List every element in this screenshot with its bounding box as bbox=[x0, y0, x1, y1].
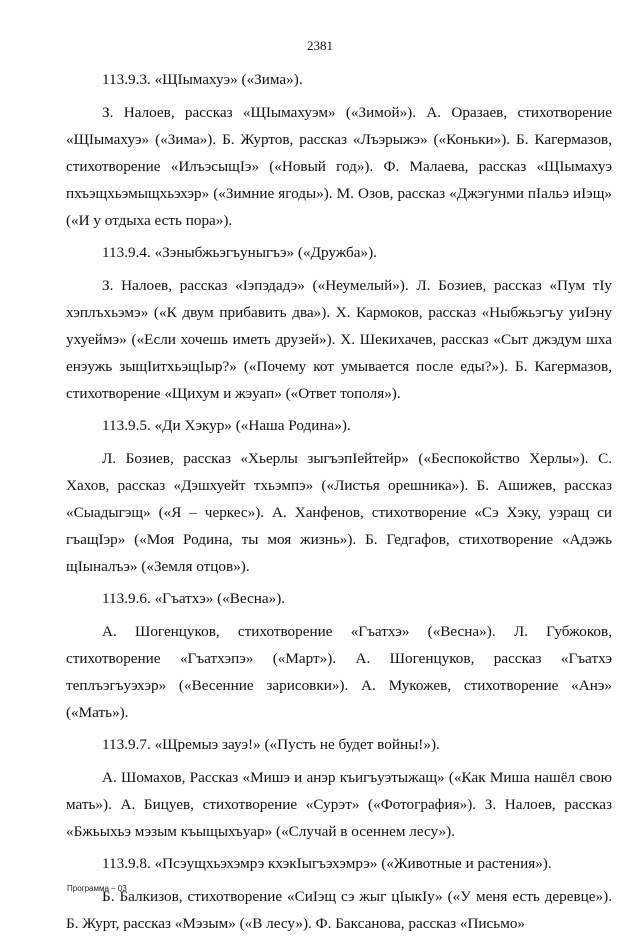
section-text: Л. Бозиев, рассказ «Хьерлы зыгъэпIейтейр» («Беспокойство Херлы»). С. Хахов, рассказ «Дэшхуейт тхьэмпэ» («Листья орешника»). Б. Ашижев, рассказ «Сыадыгэщ» («Я – черкес»). А. Ханфенов, стихотворение «Сэ Хэку, уэращ си гъащIэр» («Моя Родина, ты моя жизнь»). Б. Гедгафов, стихотворение «Адэжь щIыналъэ» («Земля отцов»). bbox=[66, 450, 612, 575]
section-text: З. Налоев, рассказ «ЩIымахуэм» («Зимой»). А. Оразаев, стихотворение «ЩIымахуэ» («Зима»). Б. Журтов, рассказ «Лъэрыжэ» («Коньки»). Б. Кагермазов, стихотворение «ИлъэсыщIэ» («Новый год»). Ф. Малаева, рассказ «ЩIымахуэ пхъэщхьэмыщхьэхэр» («Зимние ягоды»). М. Озов, рассказ «Джэгунми пIальэ иIэщ» («И у отдыха есть пора»). bbox=[66, 104, 612, 229]
section-heading: 113.9.3. «ЩIымахуэ» («Зима»). bbox=[102, 71, 303, 88]
section-heading: 113.9.5. «Ди Хэкур» («Наша Родина»). bbox=[102, 417, 351, 434]
section-heading: 113.9.8. «Псэущхьэхэмрэ кхэкIыгъэхэмрэ» («Животные и растения»). bbox=[102, 855, 552, 872]
section-heading: 113.9.6. «Гъатхэ» («Весна»). bbox=[102, 590, 286, 607]
footer-note: Программа – 03 bbox=[67, 884, 127, 893]
document-body bbox=[66, 66, 612, 942]
section-heading: 113.9.4. «Зэныбжьэгъуныгъэ» («Дружба»). bbox=[102, 244, 377, 261]
section-text: А. Шомахов, Рассказ «Мишэ и анэр къигъуэтыжащ» («Как Миша нашёл свою мать»). А. Бицуев, стихотворение «Сурэт» («Фотография»). З. Налоев, рассказ «Бжьыхьэ мэзым къыщыхъуар» («Случай в осеннем лесу»). bbox=[66, 769, 612, 840]
page-number: 2381 bbox=[307, 38, 333, 53]
section-text: А. Шогенцуков, стихотворение «Гъатхэ» («Весна»). Л. Губжоков, стихотворение «Гъатхэпэ» («Март»). А. Шогенцуков, рассказ «Гъатхэ теплъэгъуэхэр» («Весенние зарисовки»). А. Мукожев, стихотворение «Анэ» («Мать»). bbox=[66, 623, 612, 721]
section-heading: 113.9.7. «Щремыэ зауэ!» («Пусть не будет войны!»). bbox=[102, 736, 440, 753]
section-text: Б. Балкизов, стихотворение «СиIэщ сэ жыг цIыкIу» («У меня есть деревце»). Б. Журт, рассказ «Мэзым» («В лесу»). Ф. Баксанова, рассказ «Письмо» bbox=[66, 888, 612, 932]
section-text: З. Налоев, рассказ «Iэпэдадэ» («Неумелый»). Л. Бозиев, рассказ «Пум тIу хэплъхьэмэ» («К двум прибавить два»). Х. Кармоков, рассказ «Ныбжьэгъу уиIэну ухуеймэ» («Если хочешь иметь друзей»). Х. Шекихачев, рассказ «Сыт джэдум шха енэужь зыщIитхьэщIыр?» («Почему кот умывается после еды?»). Б. Кагермазов, стихотворение «Щихум и жэуап» («Ответ тополя»). bbox=[66, 277, 612, 402]
